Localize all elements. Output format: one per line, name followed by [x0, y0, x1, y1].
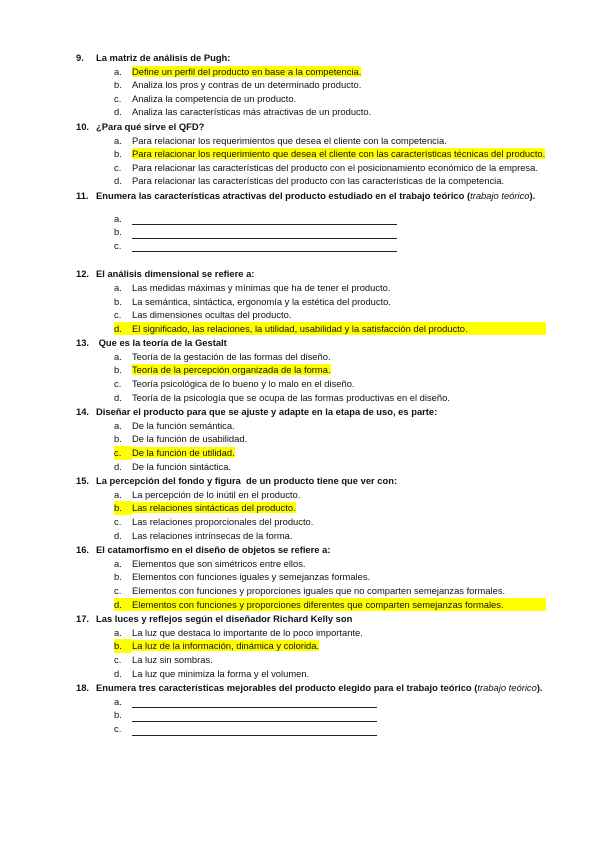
- option-letter: d.: [114, 391, 122, 403]
- option-letter: d.: [114, 322, 122, 334]
- option: [114, 598, 546, 612]
- option: [114, 295, 546, 309]
- option-letter: d.: [114, 529, 122, 541]
- answer-line[interactable]: [132, 241, 397, 252]
- option-text: Teoría de la gestación de las formas del diseño.: [132, 350, 331, 362]
- option: [114, 529, 546, 543]
- question-17: [76, 612, 546, 626]
- option-letter: d.: [114, 460, 122, 472]
- option-letter: b.: [114, 79, 122, 91]
- option-text: La percepción de lo inútil en el producto.: [132, 488, 301, 500]
- option-letter: a.: [114, 134, 122, 146]
- question-number: 13.: [76, 337, 90, 349]
- option-letter: c.: [114, 309, 122, 321]
- option-text: Teoría psicológica de lo bueno y lo malo en el diseño.: [132, 378, 355, 390]
- question-number: 14.: [76, 406, 90, 418]
- option: [114, 322, 546, 336]
- option-text: Elementos con funciones iguales y semejanzas formales.: [132, 571, 371, 583]
- option-text: Analiza los pros y contras de un determinado producto.: [132, 79, 362, 91]
- question-15: [76, 474, 546, 488]
- option-letter: b.: [114, 433, 122, 445]
- option: [114, 432, 546, 446]
- question-text: El catamorfismo en el diseño de objetos se refiere a:: [96, 544, 331, 556]
- blank-letter: c.: [114, 722, 122, 734]
- option-letter: a.: [114, 626, 122, 638]
- option: [114, 391, 546, 405]
- option-text-highlighted: Elementos con funciones y proporciones diferentes que comparten semejanzas formales.: [132, 598, 504, 610]
- question-11: [76, 189, 546, 203]
- option-letter: c.: [114, 161, 122, 173]
- option-letter: d.: [114, 598, 122, 610]
- option-text: Las dimensiones ocultas del producto.: [132, 309, 292, 321]
- option: [114, 639, 546, 653]
- option-text: Para relacionar las características del producto con las características de la competencia.: [132, 175, 505, 187]
- option: [114, 584, 546, 598]
- option-text: Teoría de la psicología que se ocupa de las formas productivas en el diseño.: [132, 391, 450, 403]
- option-text: De la función sintáctica.: [132, 460, 232, 472]
- option-letter: c.: [114, 653, 122, 665]
- option-letter: d.: [114, 106, 122, 118]
- option: [114, 557, 546, 571]
- option: [114, 515, 546, 529]
- question-number: 10.: [76, 120, 90, 132]
- option: [114, 350, 546, 364]
- blank-letter: b.: [114, 709, 122, 721]
- option-text: Elementos que son simétricos entre ellos.: [132, 557, 306, 569]
- option-letter: c.: [114, 584, 122, 596]
- option-letter: b.: [114, 639, 132, 653]
- option-letter: b.: [114, 571, 122, 583]
- option: [114, 488, 546, 502]
- question-14: [76, 405, 546, 419]
- question-13: [76, 336, 546, 350]
- question-text-italic: trabajo teórico: [470, 189, 530, 201]
- question-number: 11.: [76, 189, 89, 201]
- question-10: [76, 120, 546, 134]
- answer-blank[interactable]: [114, 722, 546, 736]
- option-text-highlighted: La luz de la información, dinámica y colorida.: [132, 640, 320, 652]
- answer-blank[interactable]: [114, 708, 546, 722]
- answer-blank[interactable]: [114, 212, 546, 226]
- option-letter: b.: [114, 364, 122, 376]
- option-text: La luz sin sombras.: [132, 653, 213, 665]
- option: [114, 105, 546, 119]
- option-text: Las relaciones intrínsecas de la forma.: [132, 529, 293, 541]
- question-text: La percepción del fondo y figura de un producto tiene que ver con:: [96, 475, 398, 487]
- option-letter: a.: [114, 65, 122, 77]
- option-text-highlighted: El significado, las relaciones, la utilidad, usabilidad y la satisfacción del producto.: [132, 322, 468, 334]
- question-text: ¿Para qué sirve el QFD?: [96, 120, 205, 132]
- question-text: Diseñar el producto para que se ajuste y adapte en la etapa de uso, es parte:: [96, 406, 438, 418]
- option-text-highlighted: Las relaciones sintácticas del producto.: [132, 502, 296, 514]
- option-letter: c.: [114, 378, 122, 390]
- blank-letter: a.: [114, 212, 122, 224]
- option-letter: a.: [114, 281, 122, 293]
- option-letter: c.: [114, 92, 122, 104]
- option: [114, 147, 546, 161]
- question-text-end: ).: [536, 682, 543, 694]
- question-text: El análisis dimensional se refiere a:: [96, 268, 255, 280]
- option-text: Las relaciones proporcionales del producto.: [132, 516, 314, 527]
- question-text: Que es la teoría de la Gestalt: [96, 337, 227, 349]
- option: [114, 377, 546, 391]
- option: [114, 667, 546, 681]
- option-letter: c.: [114, 516, 122, 527]
- option-letter: a.: [114, 557, 122, 569]
- answer-line[interactable]: [132, 697, 377, 708]
- question-text-italic: trabajo teórico: [477, 682, 537, 694]
- option: [114, 65, 546, 79]
- question-text: Las luces y reflejos según el diseñador Richard Kelly son: [96, 613, 353, 625]
- answer-blank[interactable]: [114, 239, 546, 253]
- answer-blank[interactable]: [114, 695, 546, 709]
- answer-blank[interactable]: [114, 225, 546, 239]
- question-12: [76, 267, 546, 281]
- blank-letter: c.: [114, 239, 122, 251]
- option-letter: b.: [114, 148, 122, 160]
- option-letter: a.: [114, 419, 122, 431]
- option-letter: b.: [114, 295, 122, 307]
- option-text: De la función de usabilidad.: [132, 433, 248, 445]
- option-text-highlighted: Define un perfil del producto en base a la competencia.: [132, 65, 362, 77]
- option-text: De la función semántica.: [132, 419, 235, 431]
- option-text-highlighted: Para relacionar los requerimiento que desea el cliente con las características técnicas del producto.: [132, 148, 546, 160]
- option-text-highlighted: Teoría de la percepción organizada de la forma.: [132, 364, 331, 376]
- question-text-end: ).: [529, 189, 536, 201]
- question-number: 17.: [76, 613, 90, 625]
- question-text: Enumera las características atractivas del producto estudiado en el trabajo teórico (: [96, 189, 471, 201]
- option-letter: a.: [114, 350, 122, 362]
- option: [114, 419, 546, 433]
- option: [114, 78, 546, 92]
- question-number: 18.: [76, 682, 90, 694]
- answer-line[interactable]: [132, 214, 397, 225]
- blank-letter: a.: [114, 695, 122, 707]
- option-text: Para relacionar los requerimientos que desea el cliente con la competencia.: [132, 134, 447, 146]
- option: [114, 570, 546, 584]
- option-letter: a.: [114, 488, 122, 500]
- question-text: Enumera tres características mejorables del producto elegido para el trabajo teórico (: [96, 682, 478, 694]
- option: [114, 308, 546, 322]
- option-text-highlighted: De la función de utilidad.: [132, 447, 235, 459]
- question-number: 9.: [76, 52, 84, 63]
- question-number: 15.: [76, 475, 90, 487]
- option: [114, 626, 546, 640]
- question-list: [76, 50, 546, 736]
- option: [114, 92, 546, 106]
- option-text: Analiza las características más atractivas de un producto.: [132, 106, 372, 118]
- answer-line[interactable]: [132, 228, 397, 239]
- option-letter: d.: [114, 175, 122, 187]
- question-number: 12.: [76, 268, 90, 280]
- answer-line[interactable]: [132, 711, 377, 722]
- option-letter: b.: [114, 501, 132, 515]
- option: [114, 446, 546, 460]
- option-text: Las medidas máximas y mínimas que ha de tener el producto.: [132, 281, 391, 293]
- option: [114, 363, 546, 377]
- option-text: Elementos con funciones y proporciones iguales que no comparten semejanzas formales.: [132, 584, 506, 596]
- option-text: La semántica, sintáctica, ergonomía y la estética del producto.: [132, 295, 391, 307]
- option: [114, 460, 546, 474]
- question-16: [76, 543, 546, 557]
- question-number: 16.: [76, 544, 90, 556]
- option-text: Para relacionar las características del producto con el posicionamiento económico de la empresa.: [132, 161, 538, 173]
- option-text: Analiza la competencia de un producto.: [132, 92, 297, 104]
- option-text: La luz que destaca lo importante de lo poco importante.: [132, 626, 363, 638]
- option: [114, 161, 546, 175]
- option: [114, 653, 546, 667]
- option: [114, 501, 546, 515]
- question-9: [76, 51, 546, 65]
- option-letter: c.: [114, 446, 132, 460]
- question-18: [76, 681, 546, 695]
- question-text: La matriz de análisis de Pugh:: [96, 52, 231, 63]
- option-text: La luz que minimiza la forma y el volumen.: [132, 667, 310, 679]
- option: [114, 134, 546, 148]
- blank-letter: b.: [114, 226, 122, 238]
- option: [114, 174, 546, 188]
- answer-line[interactable]: [132, 725, 377, 736]
- option-letter: d.: [114, 667, 122, 679]
- option: [114, 281, 546, 295]
